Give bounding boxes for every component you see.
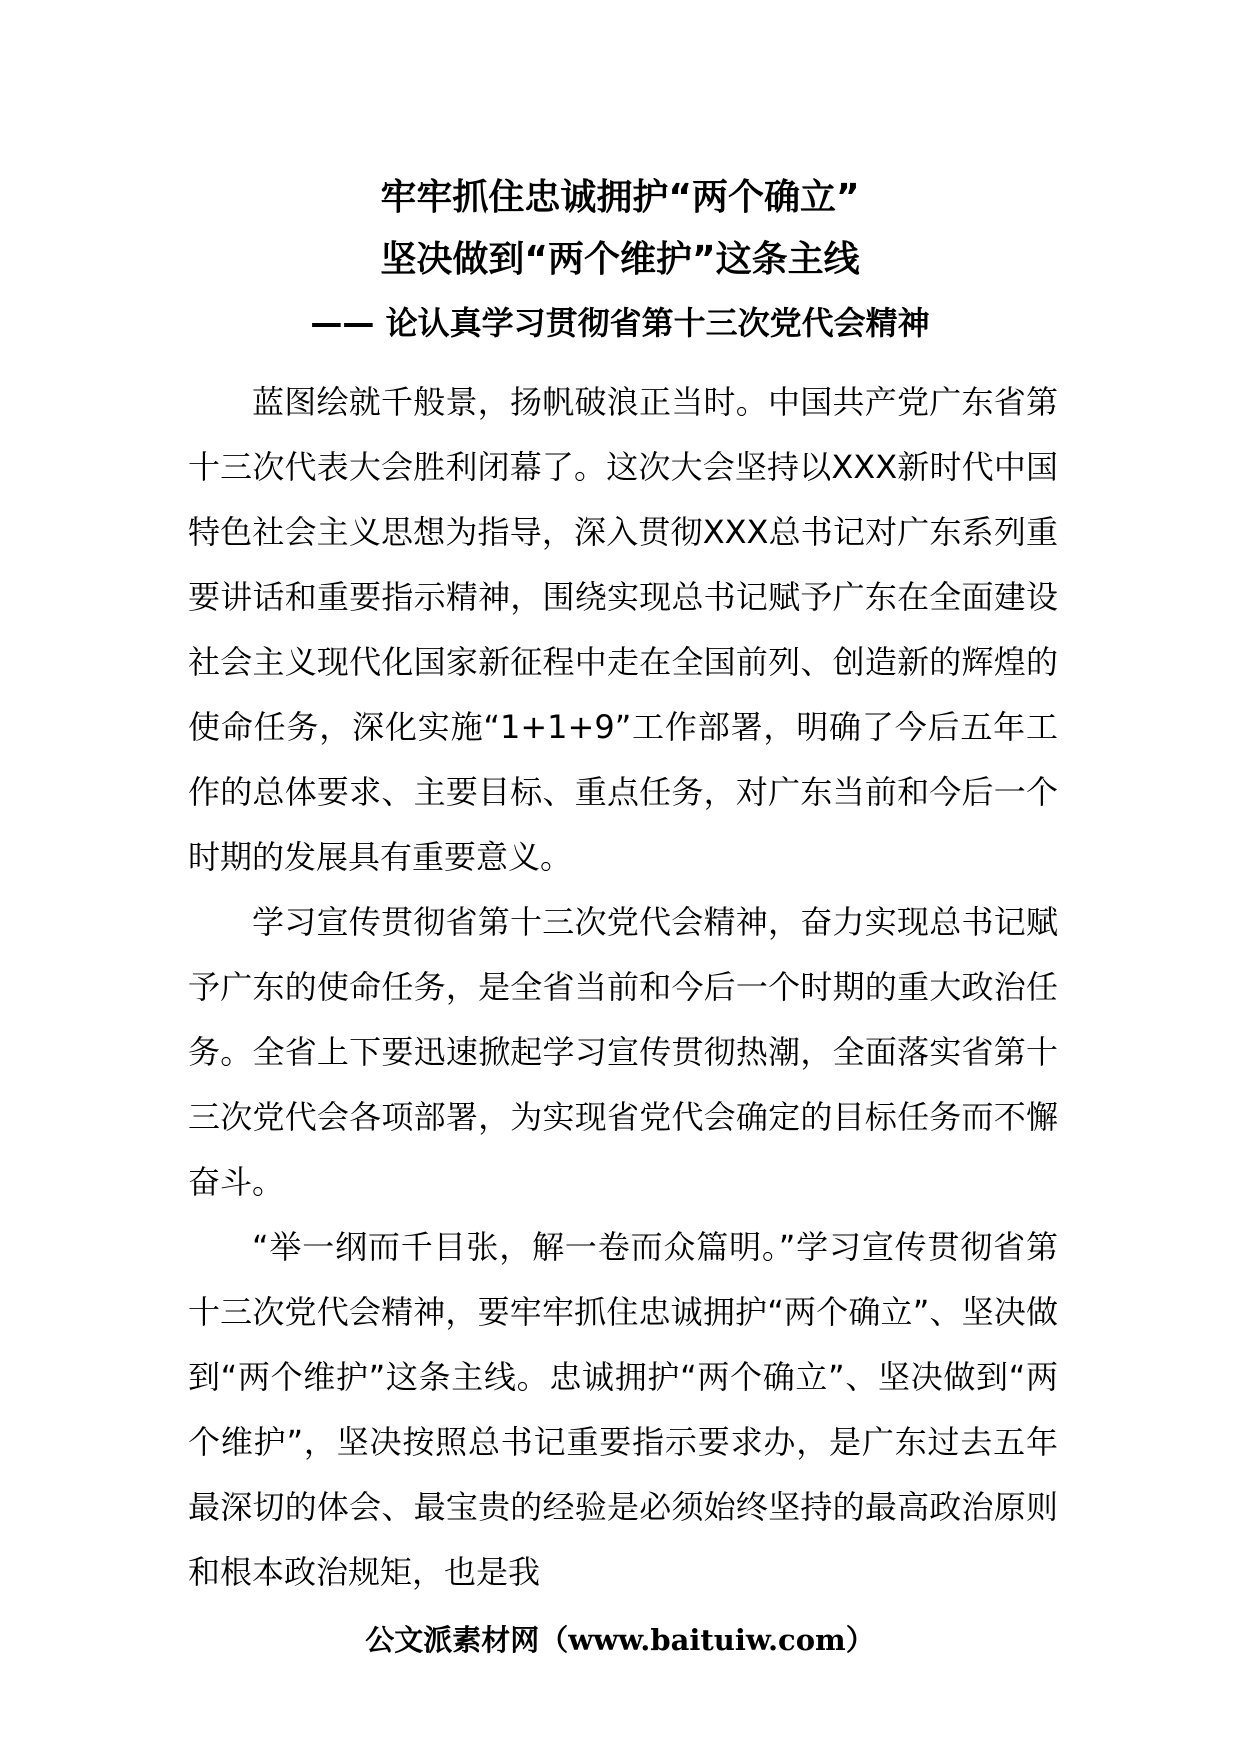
- footer-watermark: 公文派素材网（www.baituiw.com）: [365, 1623, 875, 1657]
- title-line-2: 坚决做到“两个维护”这条主线: [380, 239, 860, 280]
- title-line-1: 牢牢抓住忠诚拥护“两个确立”: [380, 177, 860, 218]
- paragraph: 学习宣传贯彻省第十三次党代会精神，奋力实现总书记赋予广东的使命任务，是全省当前和今后一个时期的重大政治任务。全省上下要迅速掀起学习宣传贯彻热潮，全面落实省第十三次党代会各项部署，为实现省党代会确定的目标任务而不懈奋斗。: [188, 903, 1058, 1201]
- paragraph: “举一纲而千目张，解一卷而众篇明。”学习宣传贯彻省第十三次党代会精神，要牢牢抓住忠诚拥护“两个确立”、坚决做到“两个维护”这条主线。忠诚拥护“两个确立”、坚决做到“两个维护”，坚决按照总书记重要指示要求办，是广东过去五年最深切的体会、最宝贵的经验是必须始终坚持的最高政治原则和根本政治规矩，也是我: [188, 1228, 1058, 1591]
- article-body: [188, 370, 1058, 1605]
- paragraph: 蓝图绘就千般景，扬帆破浪正当时。中国共产党广东省第十三次代表大会胜利闭幕了。这次大会坚持以XXX新时代中国特色社会主义思想为指导，深入贯彻XXX总书记对广东系列重要讲话和重要指示精神，围绕实现总书记赋予广东在全面建设社会主义现代化国家新征程中走在全国前列、创造新的辉煌的使命任务，深化实施“1+1+9”工作部署，明确了今后五年工作的总体要求、主要目标、重点任务，对广东当前和今后一个时期的发展具有重要意义。: [188, 383, 1058, 876]
- subtitle: —— 论认真学习贯彻省第十三次党代会精神: [310, 304, 930, 342]
